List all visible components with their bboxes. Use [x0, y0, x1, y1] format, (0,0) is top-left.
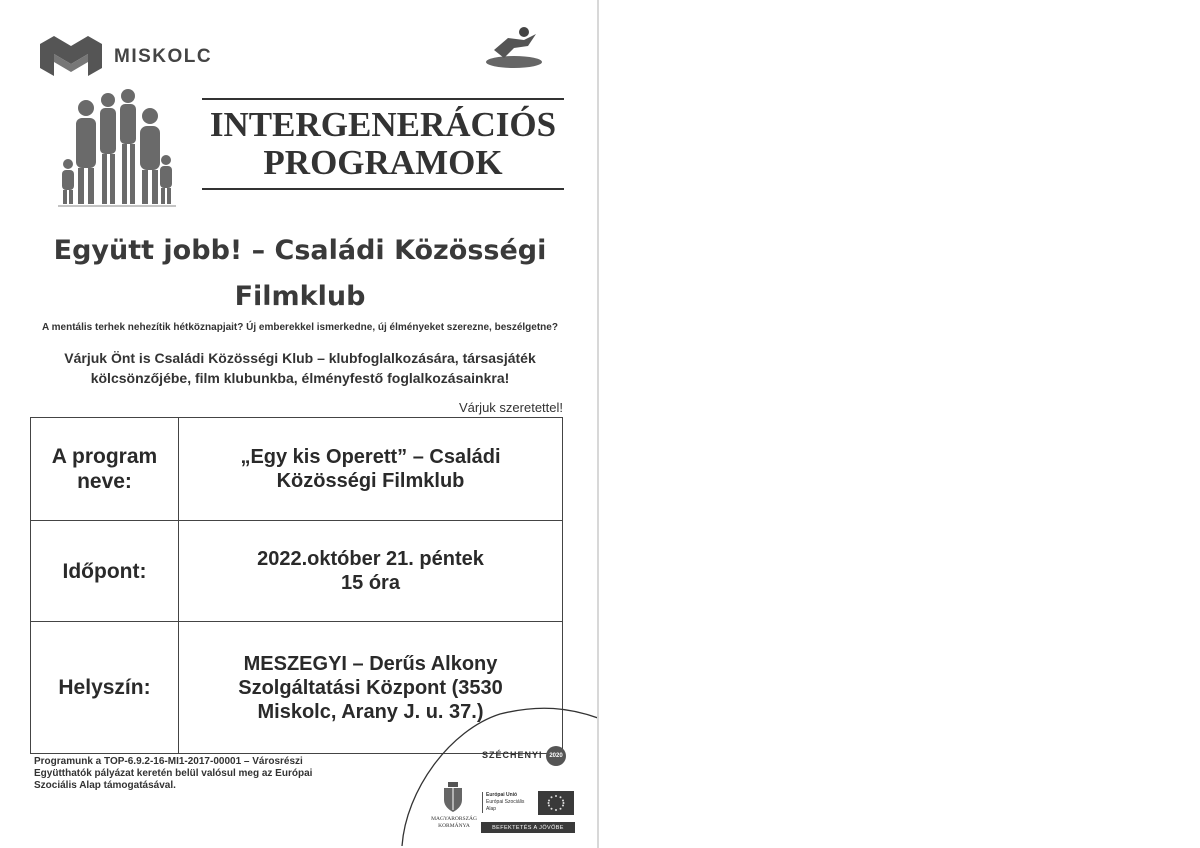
hungary-crest-icon — [442, 782, 464, 812]
eu-line: Alap — [486, 806, 497, 812]
funding-footer — [34, 756, 364, 792]
title-line-1: INTERGENERÁCIÓS — [209, 105, 557, 144]
label-line: neve: — [77, 470, 132, 493]
invest-banner: BEFEKTETÉS A JÖVŐBE — [481, 822, 575, 833]
headline-line-2: Filmklub — [234, 281, 366, 312]
city-logo-text: MISKOLC — [114, 46, 213, 67]
value-line: MESZEGYI – Derűs Alkony — [243, 652, 498, 675]
footer-line: Együtthatók pályázat keretén belül valósul meg az Európai — [34, 768, 313, 779]
eu-label — [482, 792, 538, 813]
szechenyi-logo-text: SZÉCHENYI — [482, 750, 543, 760]
page-edge-divider — [597, 0, 599, 848]
row-label-name — [31, 418, 179, 520]
sign-off: Várjuk szeretettel! — [458, 400, 563, 415]
eu-line: Európai Szociális — [486, 799, 525, 805]
row-label-time — [31, 521, 179, 621]
event-headline — [40, 228, 560, 320]
value-line: 15 óra — [341, 572, 400, 594]
skateboarder-icon — [484, 24, 544, 72]
value-line: Miskolc, Arany J. u. 37.) — [257, 700, 484, 723]
label-line: Helyszín: — [58, 676, 151, 699]
eu-line: Európai Unió — [486, 792, 518, 798]
label-line: A program — [51, 445, 158, 468]
invite-line-2: kölcsönzőjébe, film klubunkba, élményfestő foglalkozásainkra! — [90, 370, 510, 386]
intro-question: A mentális terhek nehezítik hétköznapjait? Új emberekkel ismerkedne, új élményeket szerezne, beszélgetne? — [42, 322, 558, 333]
value-line: Közösségi Filmklub — [276, 470, 465, 492]
table-row — [31, 521, 562, 622]
row-value-time — [179, 521, 562, 621]
government-label — [420, 816, 488, 830]
footer-line: Szociális Alap támogatásával. — [34, 780, 176, 791]
table-row — [31, 418, 562, 521]
value-line: „Egy kis Operett” – Családi — [240, 446, 501, 468]
miskolc-logo-icon — [40, 36, 102, 76]
value-line: 2022.október 21. péntek — [257, 548, 484, 570]
program-title-box — [202, 98, 564, 190]
row-value-name — [179, 418, 562, 520]
row-label-venue — [31, 622, 179, 753]
gov-line: KORMÁNYA — [438, 823, 470, 829]
invite-line-1: Várjuk Önt is Családi Közösségi Klub – klubfoglalkozására, társasjáték — [64, 350, 536, 366]
label-line: Időpont: — [62, 559, 147, 583]
headline-line-1: Együtt jobb! – Családi Közösségi — [53, 235, 547, 266]
eu-flag-icon — [538, 791, 574, 815]
szechenyi-2020-badge: 2020 — [546, 746, 566, 766]
flyer-page — [0, 0, 597, 848]
footer-line: Programunk a TOP-6.9.2-16-MI1-2017-00001 – Városrészi — [34, 756, 303, 767]
family-illustration — [56, 86, 178, 210]
gov-line: MAGYARORSZÁG — [431, 816, 477, 822]
invitation-text — [40, 348, 560, 388]
title-line-2: PROGRAMOK — [263, 143, 503, 182]
value-line: Szolgáltatási Központ (3530 — [238, 676, 503, 699]
